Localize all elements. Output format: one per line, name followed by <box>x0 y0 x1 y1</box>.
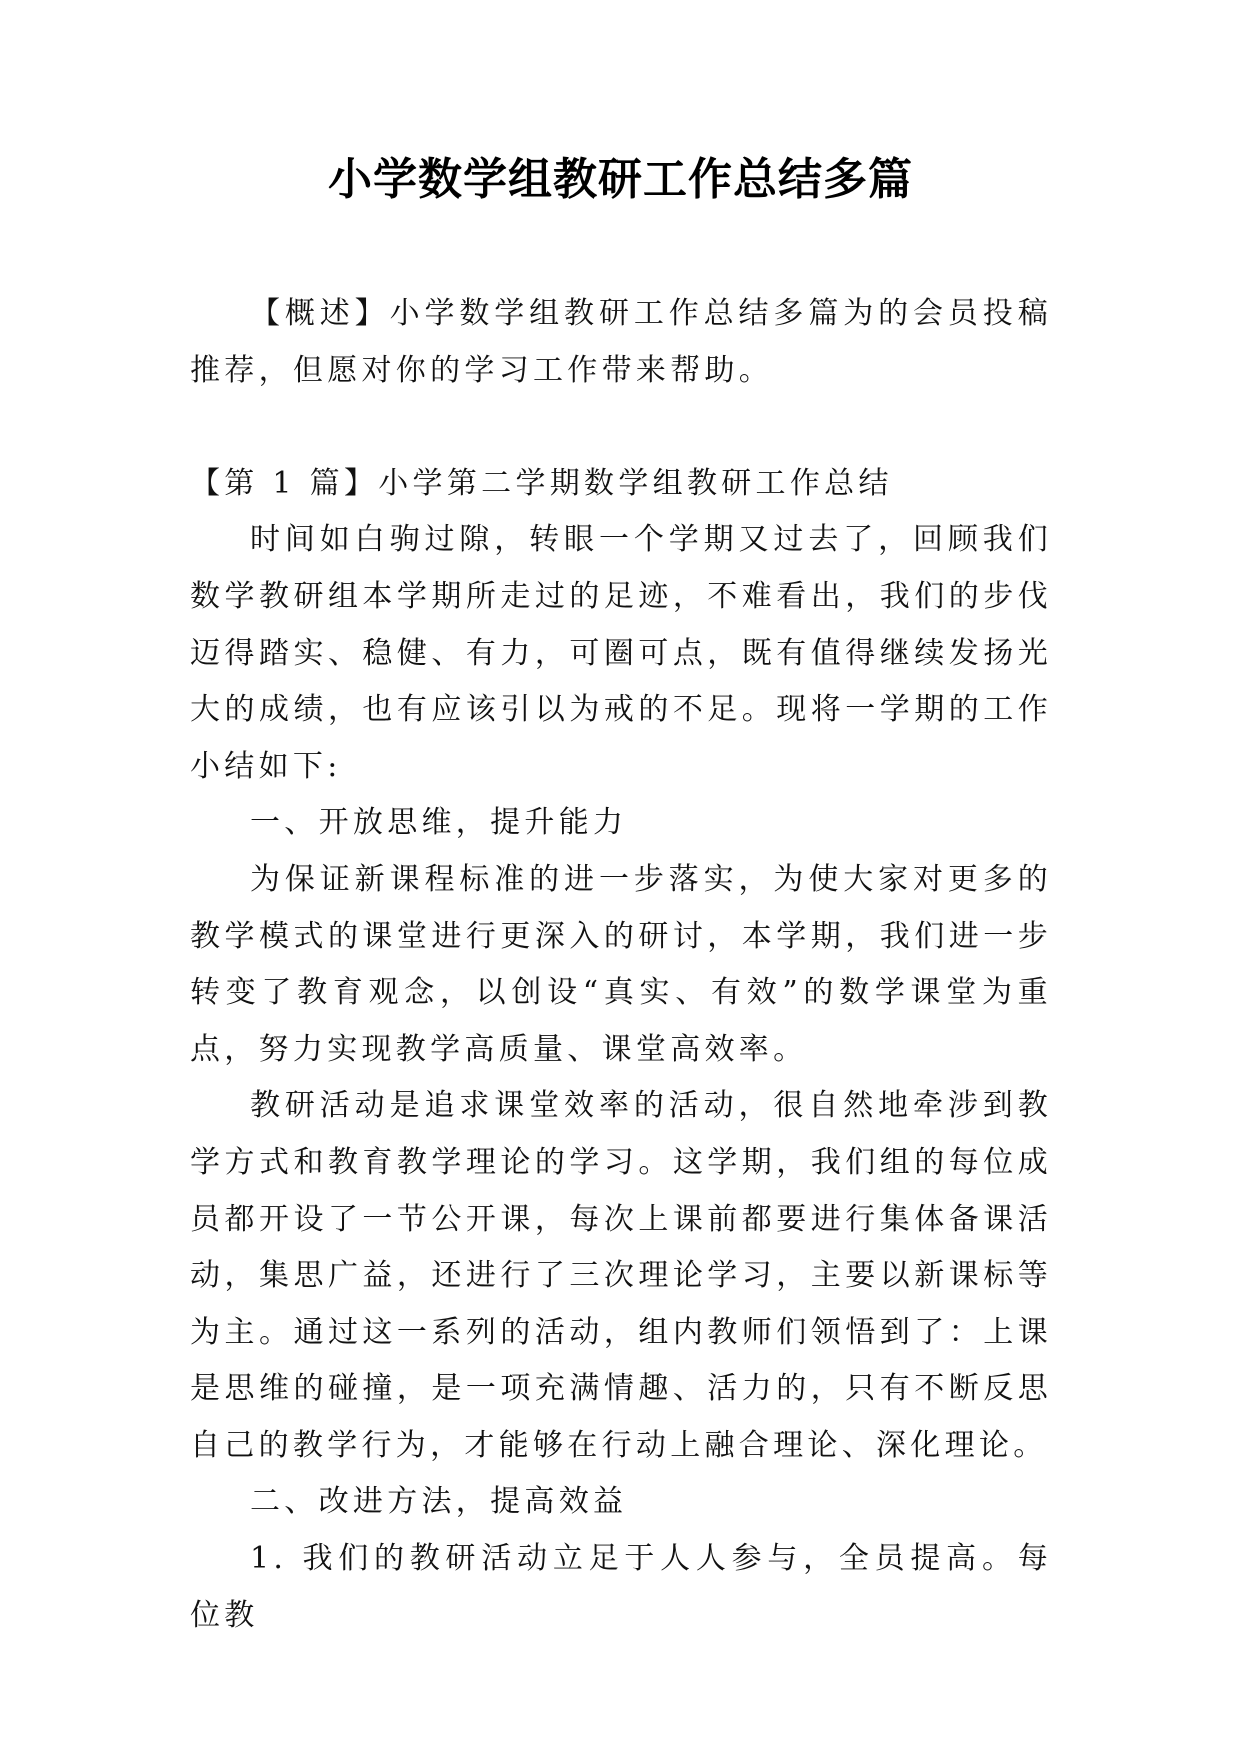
document-body <box>190 286 1052 1644</box>
body-paragraph: 为保证新课程标准的进一步落实，为使大家对更多的教学模式的课堂进行更深入的研讨，本学期，我们进一步转变了教育观念，以创设“真实、有效”的数学课堂为重点，努力实现教学高质量、课堂高效率。 <box>190 861 1052 1067</box>
subheading: 一、开放思维，提升能力 <box>250 805 628 841</box>
summary-paragraph: 【概述】小学数学组教研工作总结多篇为的会员投稿推荐，但愿对你的学习工作带来帮助。 <box>190 296 1052 388</box>
section-heading: 【第 1 篇】小学第二学期数学组教研工作总结 <box>190 465 893 501</box>
body-paragraph: 时间如白驹过隙，转眼一个学期又过去了，回顾我们数学教研组本学期所走过的足迹，不难看出，我们的步伐迈得踏实、稳健、有力，可圈可点，既有值得继续发扬光大的成绩，也有应该引以为戒的不足。现将一学期的工作小结如下: <box>190 522 1052 784</box>
body-paragraph: 教研活动是追求课堂效率的活动，很自然地牵涉到教学方式和教育教学理论的学习。这学期，我们组的每位成员都开设了一节公开课，每次上课前都要进行集体备课活动，集思广益，还进行了三次理论学习，主要以新课标等为主。通过这一系列的活动，组内教师们领悟到了：上课是思维的碰撞，是一项充满情趣、活力的，只有不断反思自己的教学行为，才能够在行动上融合理论、深化理论。 <box>190 1088 1052 1463</box>
subheading: 二、改进方法，提高效益 <box>250 1484 628 1520</box>
blank-line <box>190 399 1052 456</box>
document-title: 小学数学组教研工作总结多篇 <box>328 154 913 205</box>
body-paragraph: 1. 我们的教研活动立足于人人参与，全员提高。每位教 <box>190 1541 1052 1633</box>
